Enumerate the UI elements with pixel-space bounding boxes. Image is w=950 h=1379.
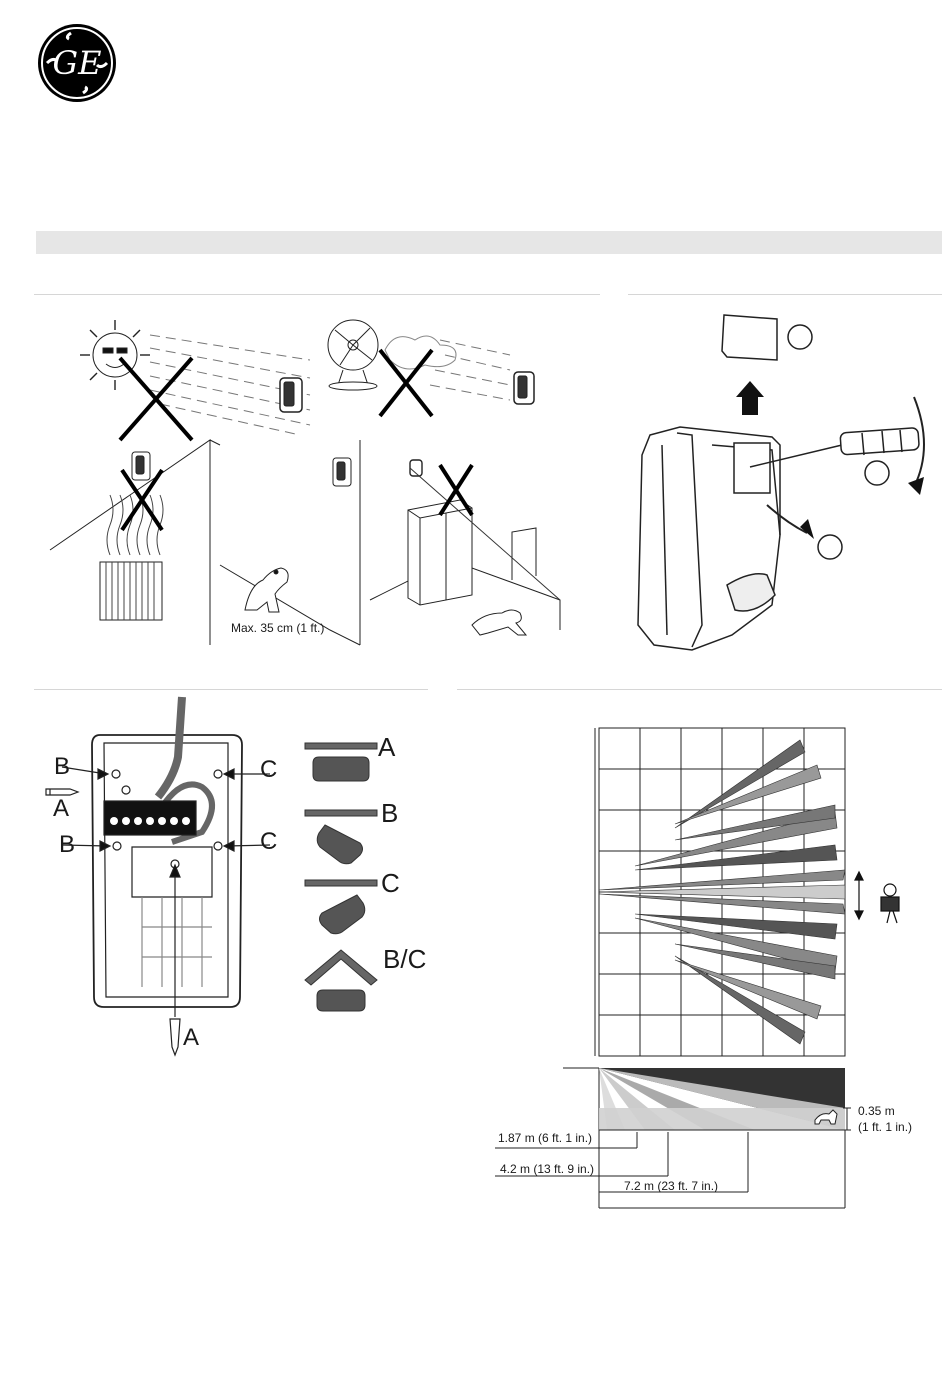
crawling-dog-icon: [472, 610, 526, 635]
side-height-label: 0.35 m: [858, 1104, 895, 1118]
placement-illustration: [40, 300, 620, 660]
mounting-options-illustration: [305, 735, 385, 1015]
label-a-bottom: A: [183, 1024, 200, 1051]
cover-removal-illustration: [632, 305, 942, 655]
option-label-b: B: [381, 798, 399, 828]
step-3-marker: [818, 535, 842, 559]
wall-bar-a: [305, 743, 377, 749]
radiator-icon: [100, 562, 162, 620]
option-label-bc: B/C: [383, 944, 427, 974]
distance-label-1: 1.87 m (6 ft. 1 in.): [498, 1131, 593, 1145]
fan-icon: [328, 320, 378, 390]
dog-icon: [245, 568, 288, 612]
bottom-screw-icon: [170, 1019, 180, 1055]
arrow-up-icon: [736, 381, 764, 415]
label-c-top: C: [260, 756, 278, 783]
side-view-zones: [599, 1068, 845, 1130]
distance-label-2: 4.2 m (13 ft. 9 in.): [500, 1162, 595, 1176]
mounting-base-illustration: [42, 697, 272, 1057]
label-c-bottom: C: [260, 828, 278, 855]
divider-top-right: [628, 294, 942, 295]
option-label-a: A: [378, 732, 396, 762]
wall-bar-c: [305, 880, 377, 886]
side-height-label-imperial: (1 ft. 1 in.): [858, 1120, 913, 1134]
wall-bar-b: [305, 810, 377, 816]
cabinet-icon: [408, 500, 472, 605]
walker-icon: [855, 872, 899, 923]
corner-mount-icon: [305, 950, 377, 985]
divider-bottom-right: [457, 689, 942, 690]
coverage-pattern-side-view: [555, 1060, 935, 1220]
detector-left-corner-icon: [317, 825, 362, 864]
label-b-top: B: [54, 753, 71, 780]
placement-height-note: Max. 35 cm (1 ft.): [231, 621, 325, 635]
cover-icon: [722, 315, 777, 360]
step-1-marker: [788, 325, 812, 349]
coverage-pattern-top-view: [585, 720, 935, 1065]
step-2-marker: [865, 461, 889, 485]
logo-text: GE: [52, 44, 102, 82]
divider-top-left: [34, 294, 600, 295]
divider-bottom-left: [34, 689, 428, 690]
label-b-bottom: B: [59, 831, 76, 858]
ge-logo: [37, 23, 117, 103]
label-a-side: A: [53, 795, 70, 822]
option-label-c: C: [381, 868, 400, 898]
detector-front-icon: [313, 757, 369, 781]
detector-right-corner-icon: [320, 895, 365, 934]
section-band: [36, 231, 942, 254]
distance-label-3: 7.2 m (23 ft. 7 in.): [624, 1179, 719, 1193]
